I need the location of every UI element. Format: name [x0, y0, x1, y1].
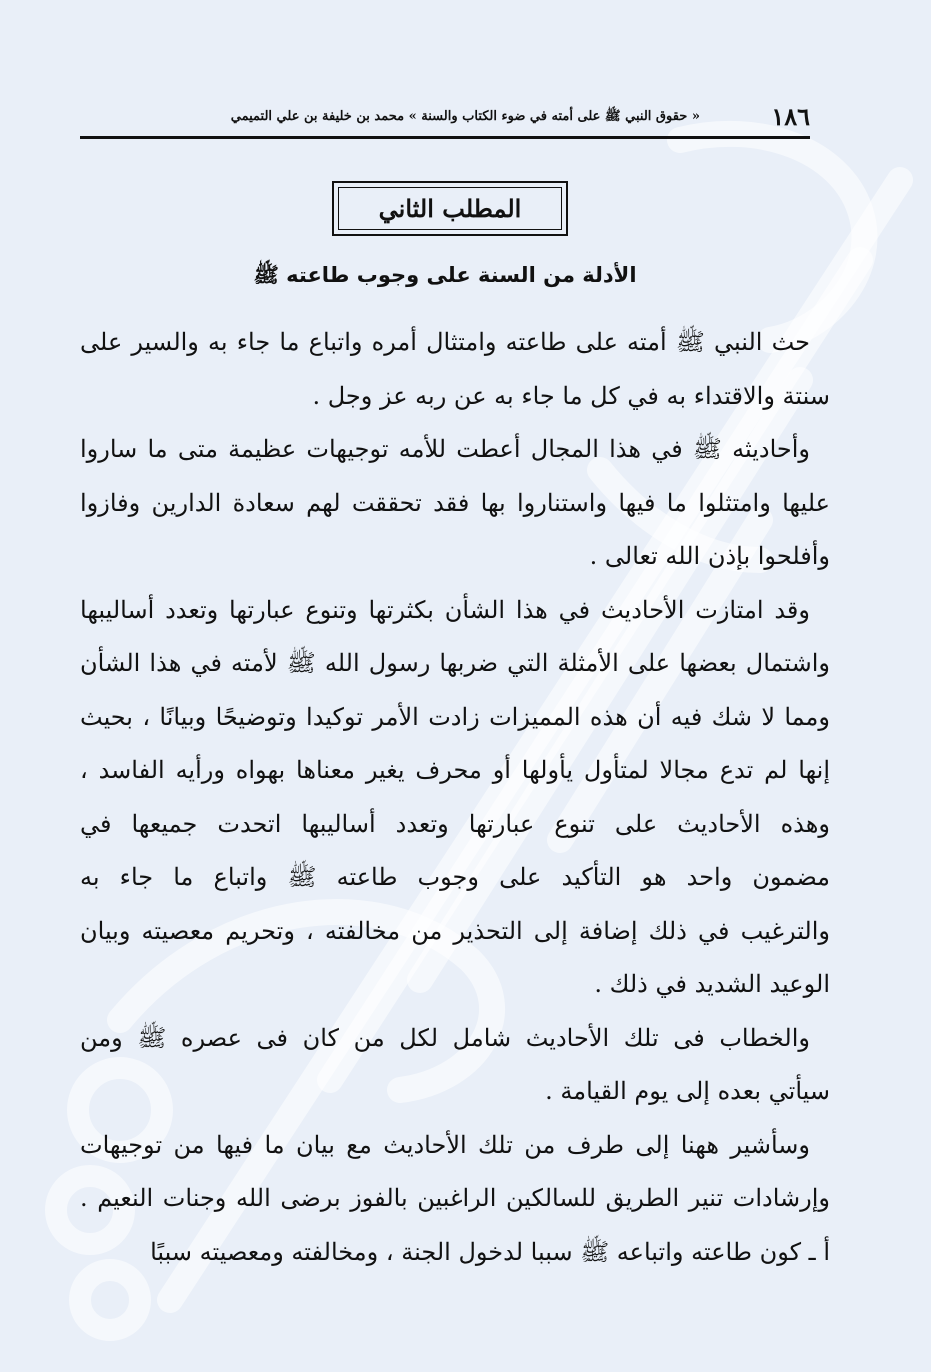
- text-line: وإرشادات تنير الطريق للسالكين الراغبين بالفوز برضى الله وجنات النعيم .: [80, 1184, 830, 1212]
- section-title: المطلب الثاني: [378, 194, 522, 223]
- text-line: الوعيد الشديد في ذلك .: [594, 970, 830, 998]
- text-line: أ ـ كون طاعته واتباعه ﷺ سببا لدخول الجنة ، ومخالفته ومعصيته سببًا: [150, 1237, 830, 1266]
- running-title: « حقوق النبي ﷺ على أمته في ضوء الكتاب والسنة » محمد بن خليفة بن علي التميمي: [230, 109, 700, 124]
- page-number: ١٨٦: [771, 102, 810, 131]
- text-line: عليها وامتثلوا ما فيها واستناروا بها فقد تحققت لهم سعادة الدارين وفازوا: [80, 488, 830, 517]
- body-text: [80, 316, 830, 1279]
- section-title-box: [332, 181, 568, 236]
- text-line: سيأتي بعده إلى يوم القيامة .: [545, 1077, 830, 1105]
- text-line: وسأشير ههنا إلى طرف من تلك الأحاديث مع بيان ما فيها من توجيهات: [80, 1130, 810, 1159]
- text-line: واشتمال بعضها على الأمثلة التي ضربها رسول الله ﷺ لأمته في هذا الشأن: [80, 649, 830, 677]
- text-line: إنها لم تدع مجالا لمتأول يأولها أو محرف يغير معناها بهواه ورأيه الفاسد ،: [80, 756, 830, 784]
- text-line: وقد امتازت الأحاديث في هذا الشأن بكثرتها وتنوع عبارتها وتعدد أساليبها: [80, 595, 810, 624]
- header-divider: [80, 136, 810, 139]
- text-line: وأحاديثه ﷺ في هذا المجال أعطت للأمه توجيهات عظيمة متى ما ساروا: [80, 435, 810, 463]
- section-subtitle: الأدلة من السنة على وجوب طاعته ﷺ: [253, 263, 637, 287]
- text-line: ومما لا شك فيه أن هذه المميزات زادت الأمر توكيدا وتوضيحًا وبيانًا ، بحيث: [80, 702, 830, 731]
- text-line: والخطاب فى تلك الأحاديث شامل لكل من كان فى عصره ﷺ ومن: [80, 1023, 810, 1052]
- text-line: سنتة والاقتداء به في كل ما جاء به عن ربه عز وجل .: [312, 381, 830, 410]
- text-line: وأفلحوا بإذن الله تعالى .: [589, 542, 830, 570]
- text-line: وهذه الأحاديث على تنوع عبارتها وتعدد أساليبها اتحدت جميعها في: [80, 809, 830, 838]
- text-line: حث النبي ﷺ أمته على طاعته وامتثال أمره واتباع ما جاء به والسير على: [80, 328, 810, 356]
- page-header: [80, 100, 810, 136]
- text-line: والترغيب في ذلك إضافة إلى التحذير من مخالفته ، وتحريم معصيته وبيان: [80, 916, 831, 945]
- text-line: مضمون واحد هو التأكيد على وجوب طاعته ﷺ واتباع ما جاء به: [80, 863, 830, 891]
